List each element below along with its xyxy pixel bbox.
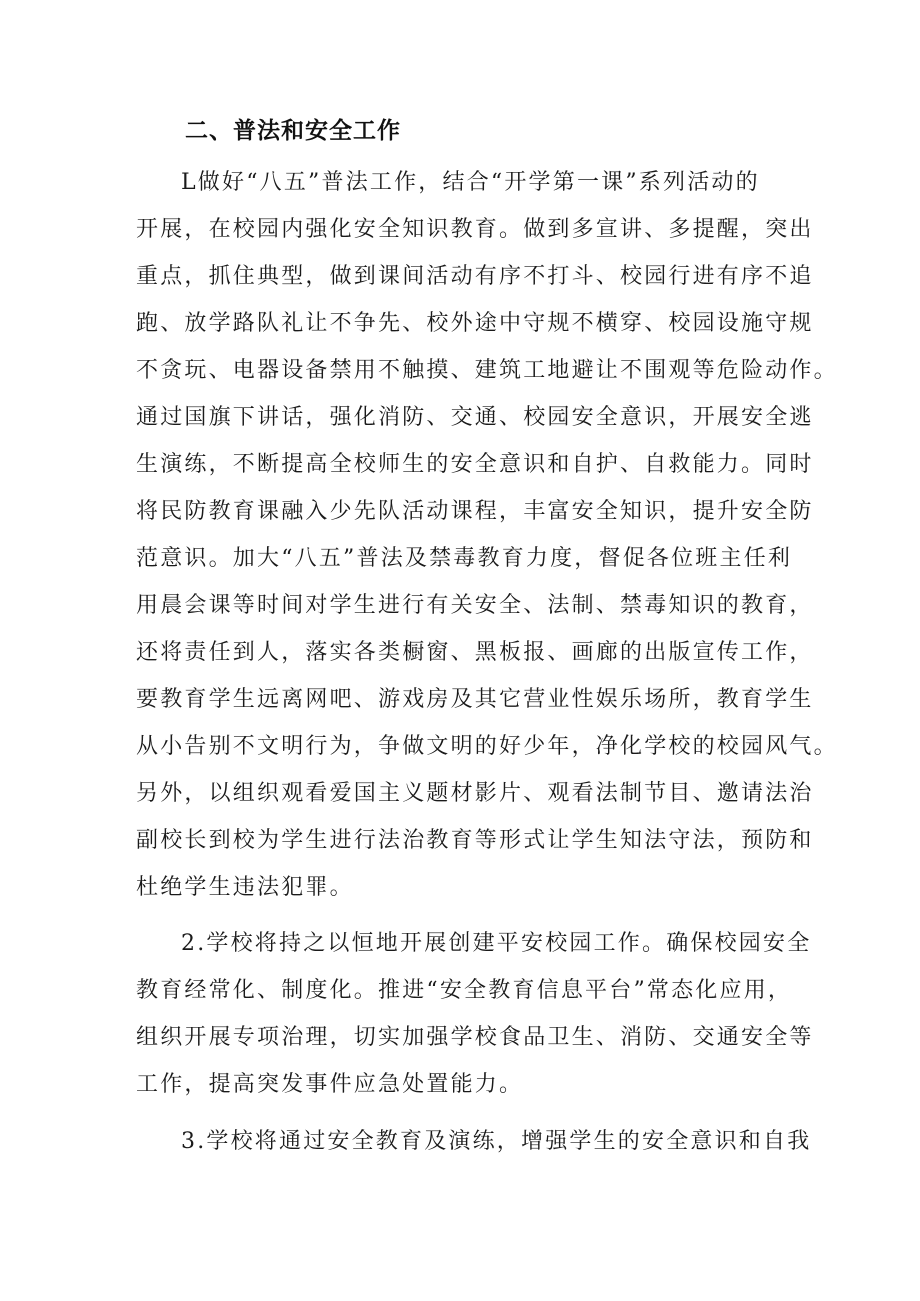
paragraph-1-line-4: 跑、放学路队礼让不争先、校外途中守规不横穿、校园设施守规	[136, 311, 814, 336]
paragraph-1-line-1: L做好“八五”普法工作，结合“开学第一课”系列活动的	[181, 170, 760, 195]
paragraph-1-line-7: 生演练，不断提高全校师生的安全意识和自护、自救能力。同时	[136, 452, 814, 477]
paragraph-2-line-1: 2.学校将持之以恒地开展创建平安校园工作。确保校园安全	[181, 931, 812, 956]
paragraph-1-line-13: 从小告别不文明行为，争做文明的好少年，净化学校的校园风气。	[136, 734, 838, 759]
paragraph-2-line-4: 工作，提高突发事件应急处置能力。	[136, 1072, 524, 1097]
paragraph-1-line-6: 通过国旗下讲话，强化消防、交通、校园安全意识，开展安全逃	[136, 405, 814, 430]
paragraph-1-line-16: 杜绝学生违法犯罪。	[136, 875, 354, 900]
section-heading: 二、普法和安全工作	[185, 118, 401, 144]
paragraph-1-line-15: 副校长到校为学生进行法治教育等形式让学生知法守法，预防和	[136, 828, 814, 853]
paragraph-1-line-5: 不贪玩、电器设备禁用不触摸、建筑工地避让不围观等危险动作。	[136, 358, 838, 383]
paragraph-1-line-14: 另外，以组织观看爱国主义题材影片、观看法制节目、邀请法治	[136, 781, 814, 806]
paragraph-1-line-8: 将民防教育课融入少先队活动课程，丰富安全知识，提升安全防	[136, 499, 814, 524]
paragraph-3-line-1: 3.学校将通过安全教育及演练，增强学生的安全意识和自我	[181, 1129, 812, 1154]
paragraph-1-line-12: 要教育学生远离网吧、游戏房及其它营业性娱乐场所，教育学生	[136, 687, 814, 712]
paragraph-1-line-10: 用晨会课等时间对学生进行有关安全、法制、禁毒知识的教育，	[136, 593, 814, 618]
paragraph-1-line-2: 开展，在校园内强化安全知识教育。做到多宣讲、多提醒，突出	[136, 217, 814, 242]
paragraph-2-line-3: 组织开展专项治理，切实加强学校食品卫生、消防、交通安全等	[136, 1025, 814, 1050]
paragraph-1-line-3: 重点，抓住典型，做到课间活动有序不打斗、校园行进有序不追	[136, 264, 814, 289]
paragraph-1-line-11: 还将责任到人，落实各类橱窗、黑板报、画廊的出版宣传工作，	[136, 640, 814, 665]
paragraph-2-line-2: 教育经常化、制度化。推进“安全教育信息平台”常态化应用，	[136, 978, 793, 1003]
paragraph-1-line-9: 范意识。加大“八五”普法及禁毒教育力度，督促各位班主任利	[136, 546, 793, 571]
